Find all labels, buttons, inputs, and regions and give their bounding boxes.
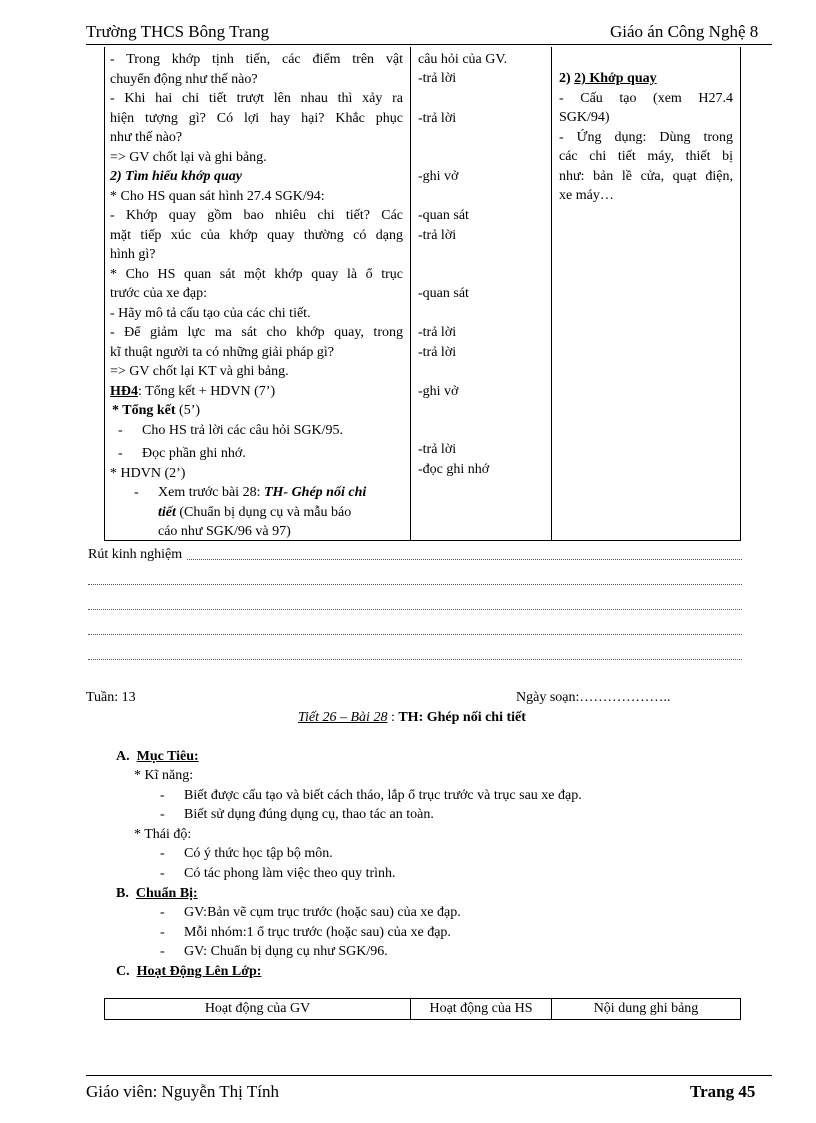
hs-line: -trả lời (418, 228, 457, 243)
lesson-title: Tiết 26 – Bài 28 : TH: Ghép nối chi tiết (298, 710, 526, 725)
board-title: 2) 2) Khớp quay (559, 71, 657, 86)
gv-line: - Khi hai chi tiết trượt lên nhau thì xảy ra (110, 91, 403, 106)
dotted-line (88, 659, 742, 660)
gv-line: => GV chốt lại KT và ghi bảng. (110, 364, 289, 379)
hs-line: câu hỏi của GV. (418, 52, 508, 67)
hs-line: -trả lời (418, 442, 457, 457)
gv-line: hình gì? (110, 247, 156, 262)
hs-line: -trả lời (418, 111, 457, 126)
gv-subheading: 2) Tìm hiểu khớp quay (110, 169, 242, 184)
hs-line: -trả lời (418, 325, 457, 340)
board-line: - Cấu tạo (xem H27.4 (559, 90, 733, 106)
section-a-heading: A. Mục Tiêu: (116, 749, 199, 764)
hdvn-heading: * HDVN (2’) (110, 465, 186, 481)
tongket-item: - Đọc phần ghi nhớ. (118, 446, 246, 461)
hdvn-item-cont: tiết (Chuẩn bị dụng cụ và mẫu báo (158, 504, 352, 520)
tongket-item: - Cho HS trả lời các câu hỏi SGK/95. (118, 422, 344, 438)
footer-page: Trang 45 (690, 1082, 756, 1101)
hs-line: -quan sát (418, 208, 469, 223)
prep-item: - Mỗi nhóm:1 ổ trục trước (hoặc sau) của xe đạp. (160, 925, 451, 940)
hs-line: -trả lời (418, 71, 457, 86)
dotted-line (88, 584, 742, 585)
gv-activity-column (110, 50, 403, 542)
prep-date: Ngày soạn:……………….. (516, 690, 671, 705)
board-line: xe máy… (559, 188, 614, 203)
hs-line: -trả lời (418, 345, 457, 360)
board-line: các chi tiết máy, thiết bị (559, 149, 733, 164)
board-line: SGK/94) (559, 110, 610, 125)
attitude-label: * Thái độ: (134, 827, 192, 842)
board-line: - Ứng dụng: Dùng trong (559, 129, 733, 145)
header-rule (86, 44, 772, 45)
attitude-item: - Có ý thức học tập bộ môn. (160, 846, 333, 861)
skills-item: - Biết sử dụng đúng dụng cụ, thao tác an toàn. (160, 807, 434, 822)
gv-line: - Khớp quay gồm bao nhiêu chi tiết? Các (110, 208, 403, 223)
experience-label: Rút kinh nghiệm (88, 545, 186, 565)
hdvn-item: - Xem trước bài 28: TH- Ghép nối chi (134, 485, 367, 500)
gv-line: như thế nào? (110, 130, 183, 145)
col-header-hs: Hoạt động của HS (429, 1001, 533, 1016)
tongket-heading: * Tổng kết (5’) (112, 403, 201, 418)
dotted-line (88, 609, 742, 610)
col-header-notes: Nội dung ghi bảng (593, 1001, 699, 1016)
hdvn-item-cont: cáo như SGK/96 và 97) (158, 524, 291, 539)
col-divider-2 (551, 47, 552, 540)
gv-line: - Trong khớp tịnh tiến, các điểm trên vật (110, 52, 403, 67)
gv-line: trước của xe đạp: (110, 286, 208, 301)
gv-line: chuyển động như thế nào? (110, 71, 258, 87)
dotted-line (88, 634, 742, 635)
skills-item: - Biết được cấu tạo và biết cách tháo, lắp ổ trục trước và trục sau xe đạp. (160, 788, 582, 803)
hs-line: -quan sát (418, 286, 469, 301)
gv-line: * Cho HS quan sát một khớp quay là ổ trục (110, 266, 403, 282)
footer-rule (86, 1075, 772, 1076)
prep-item: - GV:Bản vẽ cụm trục trước (hoặc sau) của xe đạp. (160, 905, 461, 920)
board-notes-column (559, 69, 733, 206)
hs-line: -ghi vở (418, 169, 459, 184)
skills-label: * Kĩ năng: (134, 768, 194, 783)
section-b-heading: B. Chuẩn Bị: (116, 886, 198, 901)
gv-line: kĩ thuật người ta có những giải pháp gì? (110, 344, 334, 360)
hd4-heading: HĐ4: Tổng kết + HDVN (7’) (110, 383, 276, 399)
header-subject: Giáo án Công Nghệ 8 (610, 22, 759, 41)
week-label: Tuần: 13 (86, 690, 136, 705)
gv-line: - Hãy mô tả cấu tạo của các chi tiết. (110, 305, 311, 321)
attitude-item: - Có tác phong làm việc theo quy trình. (160, 866, 396, 881)
gv-line: hiện tượng gì? Có lợi hay hại? Khắc phục (110, 110, 403, 126)
hs-line: -đọc ghi nhớ (418, 462, 490, 477)
gv-line: mặt tiếp xúc của khớp quay thường có dạng (110, 227, 403, 243)
header-school: Trường THCS Bông Trang (86, 22, 270, 41)
gv-line: - Để giảm lực ma sát cho khớp quay, trong (110, 325, 403, 340)
gv-line: => GV chốt lại và ghi bảng. (110, 149, 267, 165)
section-c-heading: C. Hoạt Động Lên Lớp: (116, 964, 262, 979)
col-divider-1 (410, 47, 411, 540)
prep-item: - GV: Chuẩn bị dụng cụ như SGK/96. (160, 944, 388, 959)
hs-line: -ghi vở (418, 384, 459, 399)
col-header-gv: Hoạt động của GV (204, 1001, 311, 1016)
board-line: như: bản lề cửa, quạt điện, (559, 168, 733, 184)
footer-teacher: Giáo viên: Nguyễn Thị Tính (86, 1082, 279, 1101)
activity-table-header (104, 998, 741, 1020)
gv-line: * Cho HS quan sát hình 27.4 SGK/94: (110, 188, 325, 204)
